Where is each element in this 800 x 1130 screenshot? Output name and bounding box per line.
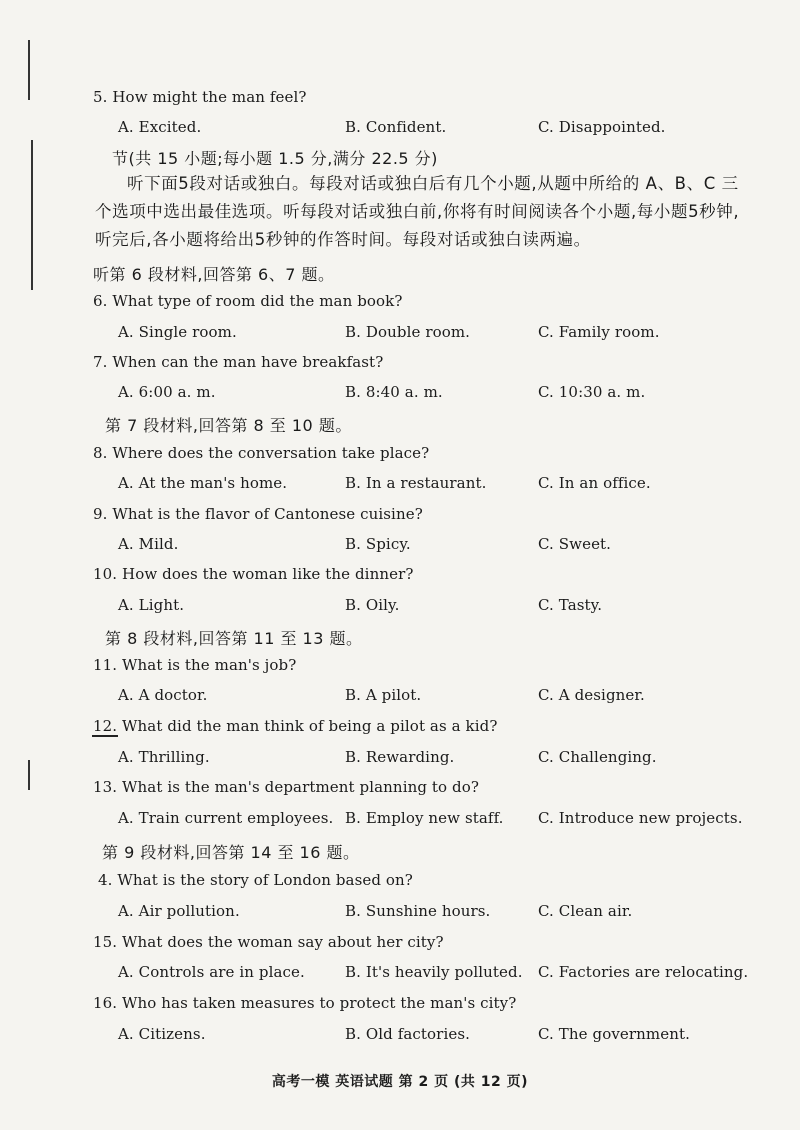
question-6: 6. What type of room did the man book? [93,292,403,310]
q15-option-c: C. Factories are relocating. [538,963,749,981]
question-7: 7. When can the man have breakfast? [93,353,384,371]
pen-underline-mark [92,735,118,737]
question-12: 12. What did the man think of being a pilot as a kid? [93,717,498,735]
q8-option-a: A. At the man's home. [118,474,288,492]
q16-option-b: B. Old factories. [345,1025,470,1043]
q10-option-c: C. Tasty. [538,596,603,614]
q13-option-a: A. Train current employees. [118,809,334,827]
q16-option-a: A. Citizens. [118,1025,206,1043]
question-8: 8. Where does the conversation take place? [93,444,430,462]
question-14: 4. What is the story of London based on? [98,871,413,889]
question-9: 9. What is the flavor of Cantonese cuisine? [93,505,423,523]
scan-margin-mark [28,760,30,790]
scan-margin-mark [28,40,30,100]
q13-option-b: B. Employ new staff. [345,809,504,827]
section-instructions: 听下面5段对话或独白。每段对话或独白后有几个小题,从题中所给的 A、B、C 三个选项中选出最佳选项。听每段对话或独白前,你将有时间阅读各个小题,每小题5秒钟,听完后,各小题将给出5秒钟的作答时间。每段对话或独白读两遍。 [95,174,740,249]
q9-option-a: A. Mild. [118,535,179,553]
q7-option-c: C. 10:30 a. m. [538,383,646,401]
question-5: 5. How might the man feel? [93,88,307,106]
q15-option-a: A. Controls are in place. [118,963,305,981]
q15-option-b: B. It's heavily polluted. [345,963,523,981]
q14-option-a: A. Air pollution. [118,902,240,920]
q9-option-b: B. Spicy. [345,535,411,553]
q16-option-c: C. The government. [538,1025,690,1043]
q5-option-a: A. Excited. [118,118,202,136]
question-10: 10. How does the woman like the dinner? [93,565,414,583]
q12-option-a: A. Thrilling. [118,748,210,766]
q8-option-c: C. In an office. [538,474,651,492]
q11-option-c: C. A designer. [538,686,645,704]
q11-option-a: A. A doctor. [118,686,208,704]
group-label: 听第 6 段材料,回答第 6、7 题。 [93,265,335,284]
q12-option-b: B. Rewarding. [345,748,455,766]
q14-option-c: C. Clean air. [538,902,633,920]
q12-option-c: C. Challenging. [538,748,657,766]
q10-option-b: B. Oily. [345,596,400,614]
group-label: 第 7 段材料,回答第 8 至 10 题。 [105,416,352,435]
q14-option-b: B. Sunshine hours. [345,902,491,920]
q8-option-b: B. In a restaurant. [345,474,487,492]
q6-option-c: C. Family room. [538,323,660,341]
question-16: 16. Who has taken measures to protect the man's city? [93,994,517,1012]
q9-option-c: C. Sweet. [538,535,612,553]
q5-option-b: B. Confident. [345,118,447,136]
q5-option-c: C. Disappointed. [538,118,666,136]
group-label: 第 9 段材料,回答第 14 至 16 题。 [102,843,360,862]
q7-option-b: B. 8:40 a. m. [345,383,443,401]
group-label: 第 8 段材料,回答第 11 至 13 题。 [105,629,363,648]
question-11: 11. What is the man's job? [93,656,297,674]
q7-option-a: A. 6:00 a. m. [118,383,216,401]
section-heading: 节(共 15 小题;每小题 1.5 分,满分 22.5 分) [112,149,438,168]
q6-option-a: A. Single room. [118,323,237,341]
question-15: 15. What does the woman say about her city? [93,933,444,951]
q11-option-b: B. A pilot. [345,686,422,704]
scan-margin-mark [31,140,33,290]
q13-option-c: C. Introduce new projects. [538,809,743,827]
q10-option-a: A. Light. [118,596,185,614]
question-13: 13. What is the man's department planning to do? [93,778,480,796]
page-footer: 高考一模 英语试题 第 2 页 (共 12 页) [271,1074,529,1090]
q6-option-b: B. Double room. [345,323,471,341]
